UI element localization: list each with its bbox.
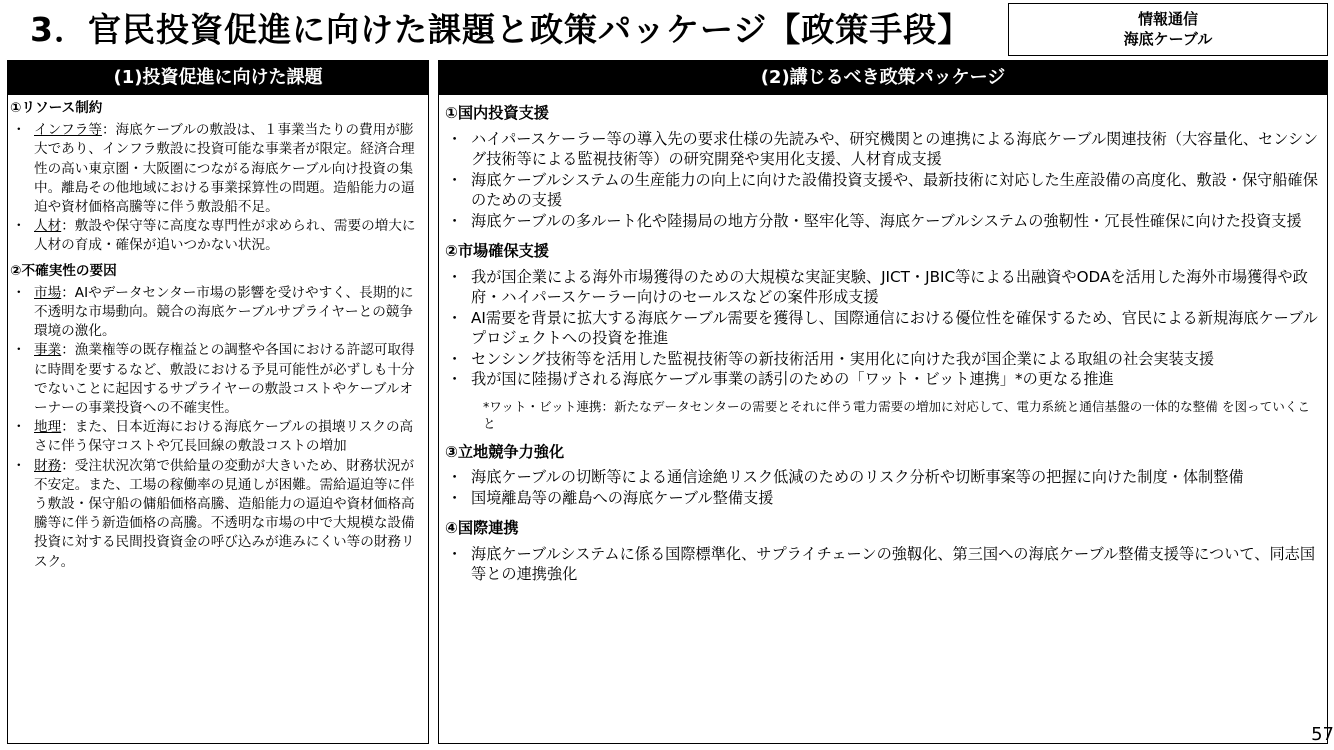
policy-panel [438,60,1328,744]
issue-item-market [10,284,426,342]
issue-item-label: 財務 [34,457,62,474]
section-heading: ②不確実性の要因 [10,262,117,279]
section-heading: ①リソース制約 [10,100,103,116]
policy-panel-header: (2)講じるべき政策パッケージ [439,61,1327,95]
issue-item-human-resources [10,217,426,255]
page-number: 57 [1311,724,1334,745]
issue-item-label: 市場 [34,284,62,301]
policy-section-domestic-investment [445,103,1321,231]
policy-section-location-competitiveness [445,442,1321,509]
issues-panel-header: (1)投資促進に向けた課題 [8,61,428,95]
issue-item-text: ：敷設や保守等に高度な専門性が求められ、需要の増大に人材の育成・確保が追いつかない状況。 [34,218,416,254]
issue-section-uncertainty [10,262,426,572]
page-title: 3．官民投資促進に向けた課題と政策パッケージ【政策手段】 [30,10,972,49]
policy-item: ・ 海底ケーブルの切断等による通信途絶リスク低減のためのリスク分析や切断事案等の把握に向けた制度・体制整備 [445,467,1321,488]
issue-item-label: 人材 [34,218,62,235]
policy-item: ・ センシング技術等を活用した監視技術等の新技術活用・実用化に向けた我が国企業による取組の社会実装支援 [445,349,1321,370]
issue-item-text: ：受注状況次第で供給量の変動が大きいため、財務状況が不安定。また、工場の稼働率の見通しが困難。需給逼迫等に伴う敷設・保守船の傭船価格高騰、造船能力の逼迫や資材価格高騰等に伴う新造価格の高騰。不透明な市場の中で大規模な設備投資に対する民間投資資金の呼び込みが進みにくい等の財務リスク。 [34,457,415,570]
category-tag-line1: 情報通信 [1137,10,1198,28]
policy-item: ・ 海底ケーブルシステムの生産能力の向上に向けた設備投資支援や、最新技術に対応した生産設備の高度化、敷設・保守船確保のための支援 [445,170,1321,211]
section-heading: ③立地競争力強化 [445,442,565,461]
policy-item: ・ AI需要を背景に拡大する海底ケーブル需要を獲得し、国際通信における優位性を確保するため、官民による新規海底ケーブルプロジェクトへの投資を推進 [445,308,1321,349]
issue-item-geography [10,418,426,456]
section-heading: ②市場確保支援 [445,242,549,260]
section-heading: ①国内投資支援 [445,104,549,122]
issue-item-business [10,341,426,418]
issue-item-label: 地理 [34,419,62,436]
policy-section-market-support [445,241,1321,432]
issue-item-text: ：漁業権等の既存権益との調整や各国における許認可取得に時間を要するなど、敷設における予見可能性が必ずしも十分でないことに起因するサプライヤーの敷設コストやケーブルオーナーの事業投資への不確実性。 [34,342,415,417]
policy-item: ・ 海底ケーブルシステムに係る国際標準化、サプライチェーンの強靱化、第三国への海底ケーブル整備支援等について、同志国等との連携強化 [445,544,1321,585]
footnote-watt-bit: *ワット・ビット連携：新たなデータセンターの需要とそれに伴う電力需要の増加に対応して、電力系統と通信基盤の一体的な整備 を図っていくこと [483,398,1311,431]
policy-section-international [445,518,1321,585]
issue-item-finance [10,457,426,572]
issue-item-text: ：AIやデータセンター市場の影響を受けやすく、長期的に不透明な市場動向。競合の海底ケーブルサプライヤーとの競争環境の激化。 [34,284,414,340]
issue-section-resource [10,99,426,256]
issue-item-infrastructure [10,121,426,217]
issues-panel [7,60,429,744]
issue-item-text: ：海底ケーブルの敷設は、１事業当たりの費用が膨大であり、インフラ敷設に投資可能な事業者が限定。経済合理性の高い東京圏・大阪圏につながる海底ケーブル向け投資の集中。離島その他地域における事業採算性の問題。造船能力の逼迫や資材価格高騰等に伴う敷設船不足。 [34,122,415,216]
issue-item-text: ：また、日本近海における海底ケーブルの損壊リスクの高さに伴う保守コストや冗長回線の敷設コストの増加 [34,419,414,455]
policy-item: ・ ハイパースケーラー等の導入先の要求仕様の先読みや、研究機関との連携による海底ケーブル関連技術（大容量化、センシング技術等による監視技術等）の研究開発や実用化支援、人材育成支援 [445,129,1321,170]
section-heading: ④国際連携 [445,519,519,537]
policy-item: ・ 我が国に陸揚げされる海底ケーブル事業の誘引のための「ワット・ビット連携」*の更なる推進 [445,369,1321,390]
policy-item: ・ 国境離島等の離島への海底ケーブル整備支援 [445,488,1321,509]
policy-item: ・ 海底ケーブルの多ルート化や陸揚局の地方分散・堅牢化等、海底ケーブルシステムの強靭性・冗長性確保に向けた投資支援 [445,211,1321,232]
issues-panel-body [8,95,428,572]
category-tag [1008,3,1328,56]
policy-panel-body [439,95,1327,585]
policy-item: ・ 我が国企業による海外市場獲得のための大規模な実証実験、JICT・JBIC等による出融資やODAを活用した海外市場獲得や政府・ハイパースケーラー向けのセールスなどの案件形成支援 [445,267,1321,308]
issue-item-label: 事業 [34,342,62,359]
issue-item-label: インフラ等 [34,122,102,139]
category-tag-line2: 海底ケーブル [1123,30,1213,48]
